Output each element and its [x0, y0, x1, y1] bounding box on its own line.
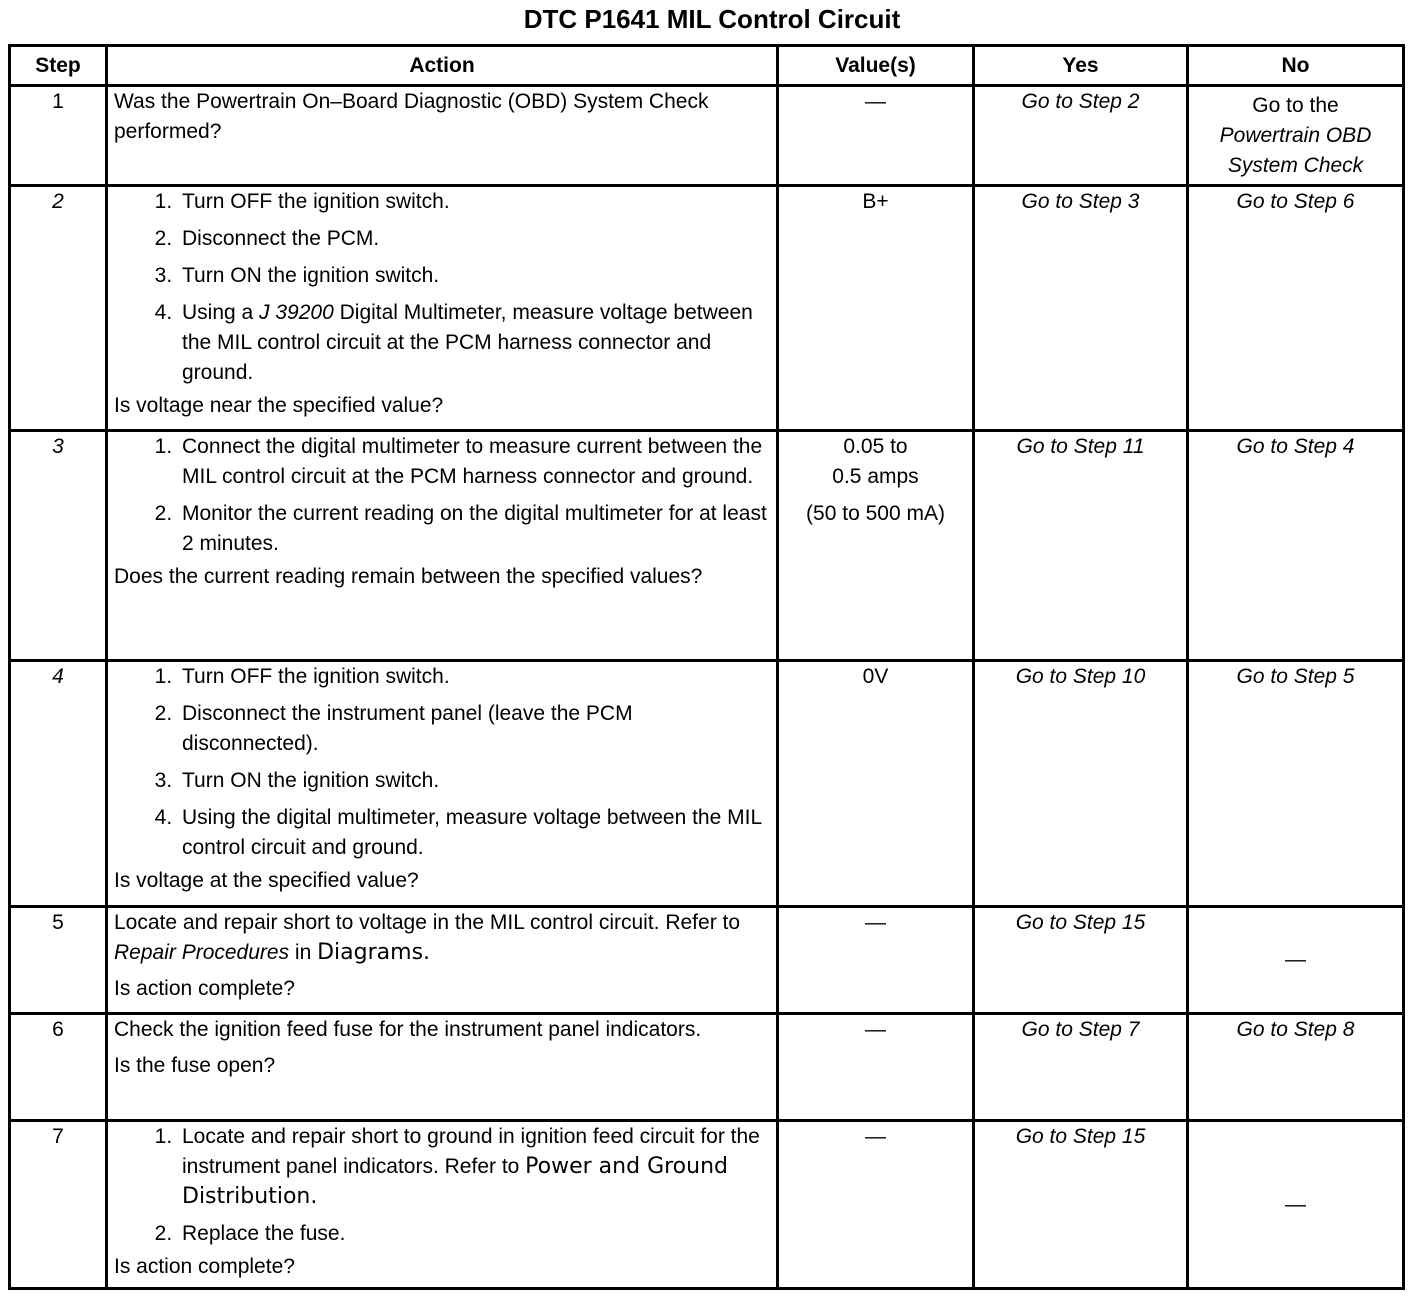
value-line: (50 to 500 mA)	[806, 502, 945, 525]
header-action: Action	[107, 46, 778, 86]
step-number: 6	[10, 1014, 107, 1121]
no-cell: —	[1188, 907, 1404, 1014]
value-cell: —	[778, 1014, 974, 1121]
header-value: Value(s)	[778, 46, 974, 86]
step-number: 5	[10, 907, 107, 1014]
yes-cell[interactable]	[974, 431, 1188, 661]
list-item	[178, 298, 770, 388]
question-text: Is voltage near the specified value?	[114, 394, 444, 417]
header-step: Step	[10, 46, 107, 86]
header-yes: Yes	[974, 46, 1188, 86]
procedure-list	[114, 432, 770, 559]
action-cell	[107, 907, 778, 1014]
action-cell	[107, 186, 778, 431]
value-cell: B+	[778, 186, 974, 431]
diagnostic-table	[8, 44, 1405, 1290]
table-row	[10, 907, 1404, 1014]
no-cell[interactable]	[1188, 431, 1404, 661]
action-text: Was the Powertrain On–Board Diagnostic (OBD) System Check performed?	[114, 90, 709, 143]
list-item: 2. Replace the fuse.	[178, 1219, 770, 1249]
procedure-list	[114, 1122, 770, 1249]
list-item-text: Digital Multimeter, measure voltage between the MIL control circuit at the PCM harness connector and ground.	[182, 301, 753, 384]
table-row	[10, 1014, 1404, 1121]
no-text: Go to the	[1252, 93, 1339, 117]
step-number: 2	[10, 186, 107, 431]
no-cell[interactable]	[1188, 186, 1404, 431]
yes-link[interactable]: Go to Step 2	[1021, 90, 1140, 113]
list-item: 3. Turn ON the ignition switch.	[178, 766, 770, 796]
yes-link[interactable]: Go to Step 3	[1021, 190, 1140, 213]
page-title: DTC P1641 MIL Control Circuit	[523, 4, 901, 34]
value-cell: —	[778, 86, 974, 186]
yes-cell[interactable]	[974, 661, 1188, 907]
tool-name: J 39200	[259, 301, 334, 324]
list-item: 4. Using the digital multimeter, measure voltage between the MIL control circuit and ground.	[178, 803, 770, 863]
action-text: Check the ignition feed fuse for the instrument panel indicators.	[114, 1018, 702, 1041]
list-item: 1. Turn OFF the ignition switch.	[178, 662, 770, 692]
action-cell	[107, 1121, 778, 1289]
no-link[interactable]: Go to Step 6	[1236, 190, 1355, 213]
header-no: No	[1188, 46, 1404, 86]
action-cell	[107, 431, 778, 661]
table-row	[10, 431, 1404, 661]
no-link[interactable]: Go to Step 4	[1236, 435, 1355, 458]
step-number: 3	[10, 431, 107, 661]
no-cell: —	[1188, 1121, 1404, 1289]
list-item-text: Using a	[182, 301, 260, 324]
yes-link[interactable]: Go to Step 15	[1015, 1125, 1146, 1148]
diagrams-link[interactable]: Diagrams.	[317, 940, 431, 965]
yes-cell[interactable]	[974, 186, 1188, 431]
list-item: 1. Connect the digital multimeter to measure current between the MIL control circuit at the PCM harness connector and ground.	[178, 432, 770, 492]
table-row	[10, 186, 1404, 431]
no-cell[interactable]	[1188, 86, 1404, 186]
list-item: 2. Disconnect the instrument panel (leave the PCM disconnected).	[178, 699, 770, 759]
value-cell: 0V	[778, 661, 974, 907]
action-cell	[107, 1014, 778, 1121]
yes-link[interactable]: Go to Step 7	[1021, 1018, 1140, 1041]
no-cell[interactable]	[1188, 1014, 1404, 1121]
no-cell[interactable]	[1188, 661, 1404, 907]
step-number: 1	[10, 86, 107, 186]
question-text: Is action complete?	[114, 1255, 295, 1278]
list-item-text: Locate and repair short to ground in ignition feed circuit for the instrument panel indicators. Refer to	[182, 1125, 760, 1178]
table-row	[10, 86, 1404, 186]
step-number: 4	[10, 661, 107, 907]
step-number: 7	[10, 1121, 107, 1289]
table-row	[10, 661, 1404, 907]
list-item: 1. Turn OFF the ignition switch.	[178, 187, 770, 217]
yes-cell[interactable]	[974, 907, 1188, 1014]
question-text: Is the fuse open?	[114, 1054, 276, 1077]
action-cell	[107, 86, 778, 186]
reference-link[interactable]: Repair Procedures	[114, 941, 290, 964]
no-link[interactable]: Go to Step 5	[1236, 665, 1355, 688]
list-item: 3. Turn ON the ignition switch.	[178, 261, 770, 291]
value-cell: —	[778, 1121, 974, 1289]
question-text: Is action complete?	[114, 977, 295, 1000]
value-line: 0.5 amps	[832, 465, 919, 488]
procedure-list	[114, 187, 770, 388]
value-cell	[778, 431, 974, 661]
yes-cell[interactable]	[974, 1121, 1188, 1289]
table-row	[10, 1121, 1404, 1289]
no-link[interactable]: Powertrain OBD System Check	[1219, 123, 1372, 177]
yes-cell[interactable]	[974, 86, 1188, 186]
yes-link[interactable]: Go to Step 11	[1016, 435, 1145, 458]
value-line: 0.05 to	[843, 435, 908, 458]
procedure-list	[114, 662, 770, 863]
question-text: Is voltage at the specified value?	[114, 869, 419, 892]
action-text: Locate and repair short to voltage in the MIL control circuit. Refer to	[114, 911, 741, 934]
list-item: 2. Monitor the current reading on the digital multimeter for at least 2 minutes.	[178, 499, 770, 559]
yes-link[interactable]: Go to Step 15	[1015, 911, 1146, 934]
yes-cell[interactable]	[974, 1014, 1188, 1121]
action-text: in	[289, 941, 318, 964]
no-link[interactable]: Go to Step 8	[1236, 1018, 1355, 1041]
value-cell: —	[778, 907, 974, 1014]
action-cell	[107, 661, 778, 907]
distribution-link[interactable]: Power and Ground Distribution.	[182, 1154, 728, 1209]
yes-link[interactable]: Go to Step 10	[1015, 665, 1146, 688]
header-row	[10, 46, 1404, 86]
question-text: Does the current reading remain between the specified values?	[114, 565, 703, 588]
list-item	[178, 1122, 770, 1212]
list-item: 2. Disconnect the PCM.	[178, 224, 770, 254]
